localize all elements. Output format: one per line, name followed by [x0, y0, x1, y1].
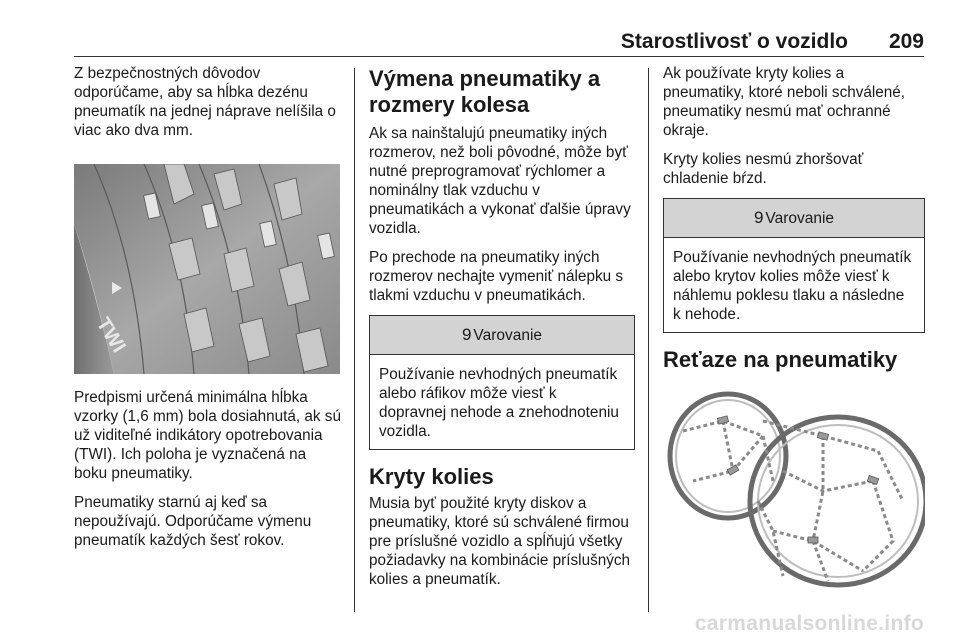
warning-title-2: Varovanie	[765, 210, 835, 227]
heading-snow-chains: Reťaze na pneumatiky	[663, 347, 898, 372]
min-depth-paragraph: Predpismi určená minimálna hĺbka vzorky (1,6 mm) bola dosiahnutá, ak sú už viditeľné indikátory opotrebovania (TWI). Ich poloha je vyznačená na boku pneumatiky.	[74, 389, 341, 482]
warning-header-2	[664, 199, 924, 238]
heading-wheel-covers: Kryty kolies	[369, 464, 494, 489]
warning-text-1: Používanie nevhodných pneumatík alebo ráfikov môže viesť k dopravnej nehode a znehodnoteniu vozidla.	[379, 366, 619, 440]
column-1	[74, 64, 342, 560]
twi-label: TWI	[91, 313, 130, 357]
warning-box-2	[663, 198, 925, 333]
header-rule	[74, 56, 924, 57]
tire-aging-paragraph: Pneumatiky starnú aj keď sa nepoužívajú. Odporúčame výmenu pneumatík každých šesť rokov.	[74, 494, 312, 549]
tire-tread-svg	[74, 164, 340, 374]
header-title: Starostlivosť o vozidlo	[620, 30, 848, 53]
intro-paragraph: Z bezpečnostných dôvodov odporúčame, aby sa hĺbka dezénu pneumatík na jednej náprave nelíšila o viac ako dva mm.	[74, 65, 336, 139]
warning-header-1	[370, 316, 634, 355]
covers-approval-paragraph: Ak používate kryty kolies a pneumatiky, ktoré neboli schválené, pneumatiky nesmú mať ochranné okraje.	[663, 65, 906, 139]
snow-chain-svg	[663, 381, 925, 591]
brake-cooling-paragraph: Kryty kolies nesmú zhoršovať chladenie bŕzd.	[663, 151, 864, 187]
sticker-paragraph: Po prechode na pneumatiky iných rozmerov nechajte vymeniť nálepku s tlakmi vzduchu v pneumatikách.	[369, 249, 624, 304]
page-number: 209	[888, 30, 924, 53]
column-3	[663, 64, 925, 591]
tire-tread-illustration	[74, 164, 340, 374]
column-2	[369, 64, 635, 599]
watermark: carmanualsonline.info	[694, 612, 924, 635]
warning-icon: 9	[753, 208, 764, 227]
warning-box-1	[369, 315, 635, 450]
column-divider-2	[648, 68, 649, 612]
heading-tire-change: Výmena pneumatiky a rozmery kolesa	[369, 66, 601, 117]
warning-text-2: Používanie nevhodných pneumatík alebo krytov kolies môže viesť k náhlemu poklesu tlaku a následne k nehode.	[673, 249, 912, 323]
warning-icon: 9	[461, 325, 472, 344]
snow-chain-illustration	[663, 381, 925, 591]
warning-title-1: Varovanie	[473, 327, 543, 344]
column-divider-1	[354, 68, 355, 612]
wheel-covers-paragraph: Musia byť použité kryty diskov a pneumatiky, ktoré sú schválené firmou pre príslušné vozidlo a spĺňujú všetky požiadavky na kombinácie príslušných kolies a pneumatík.	[369, 495, 631, 588]
tire-change-paragraph: Ak sa nainštalujú pneumatiky iných rozmerov, než boli pôvodné, môže byť nutné preprogramovať rýchlomer a nominálny tlak vzduchu v pneumatikách a vykonať ďalšie úpravy vozidla.	[369, 125, 631, 237]
